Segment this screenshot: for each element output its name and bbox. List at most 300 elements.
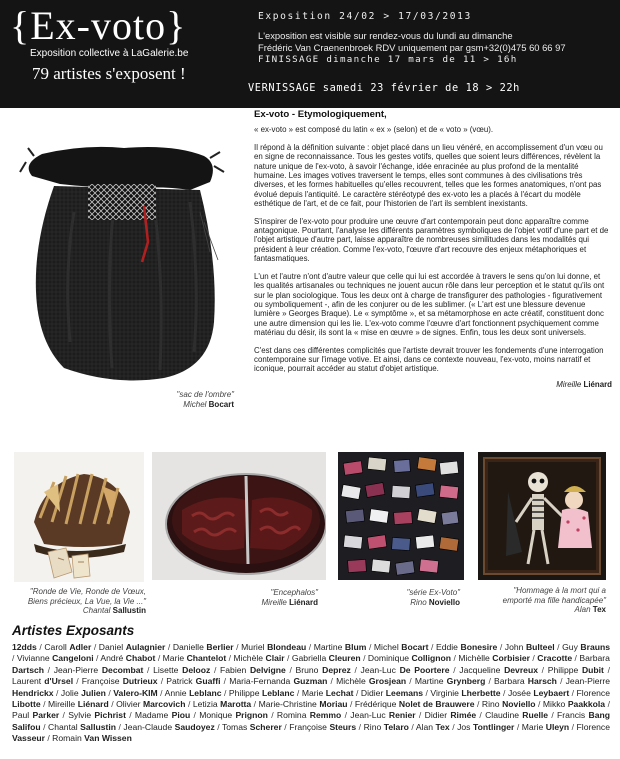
artist-last-name: Delvigne bbox=[249, 664, 286, 675]
artist-first-name: Lisette bbox=[153, 664, 183, 675]
artist-last-name: Decombat bbox=[101, 664, 144, 675]
artist-name bbox=[100, 653, 155, 663]
artist-name bbox=[350, 710, 415, 720]
artist-last-name: Harsch bbox=[527, 676, 557, 687]
artists-list bbox=[12, 642, 610, 745]
separator: / bbox=[157, 676, 167, 687]
artist-first-name: Michèle bbox=[233, 653, 266, 664]
article-paragraph: S'inspirer de l'ex-voto pour produire une œuvre d'art contemporain peut donc apparaître comme antagonique. Pourtant, l'analyse les différents paramètres symboliques de l'objet votif d'une part et de l'objet artistique d'autre part, laisse apparaître de nombreuses similitudes dans les modalités qui président à leur création. Comme l'ex-voto, l'œuvre d'art recouvre des enjeux métaphoriques et fantasmatiques. bbox=[254, 216, 609, 264]
artist-name bbox=[425, 710, 477, 720]
artist-first-name: Jean-Luc bbox=[360, 664, 400, 675]
main-image-caption bbox=[120, 390, 234, 409]
artist-first-name: Maria-Fernanda bbox=[229, 676, 294, 687]
artist-last-name: Rimée bbox=[450, 710, 477, 721]
encephalos-artwork-image bbox=[152, 452, 326, 580]
artist-name bbox=[12, 676, 73, 686]
artist-first-name: Philippe bbox=[228, 687, 262, 698]
artist-last-name: Leblanc bbox=[261, 687, 295, 698]
artist-last-name: Lechat bbox=[325, 687, 354, 698]
exhibition-logo: {Ex-voto} bbox=[10, 3, 187, 48]
artist-first-name: Alan bbox=[415, 721, 436, 732]
artist-name bbox=[364, 722, 409, 732]
signature-last: Liénard bbox=[583, 379, 612, 389]
artist-first-name: John bbox=[504, 642, 526, 652]
artist-name bbox=[173, 642, 234, 652]
separator: / bbox=[73, 676, 82, 687]
artist-first-name: Frédérique bbox=[354, 699, 399, 710]
artist-name bbox=[153, 665, 210, 675]
artist-first-name: Mikko bbox=[542, 699, 568, 710]
artist-name bbox=[229, 676, 327, 686]
artist-first-name: Martine bbox=[313, 642, 345, 652]
artist-name bbox=[508, 688, 569, 698]
separator: / bbox=[569, 687, 577, 698]
artist-last-name: Leblanc bbox=[189, 687, 222, 698]
caption-title: "sac de l'ombre" bbox=[176, 390, 234, 399]
artist-first-name: Monique bbox=[199, 710, 236, 721]
artist-last-name: Cracotte bbox=[537, 653, 573, 664]
artist-last-name: Tontlinger bbox=[472, 721, 515, 732]
artist-first-name: Marie bbox=[521, 721, 546, 732]
artist-first-name: Jos bbox=[457, 721, 473, 732]
visit-info bbox=[258, 30, 566, 53]
artist-first-name: Danielle bbox=[172, 642, 207, 652]
separator: / bbox=[514, 721, 522, 732]
artist-last-name: Valero-KIM bbox=[113, 687, 158, 698]
artist-name bbox=[123, 722, 214, 732]
artist-name bbox=[430, 688, 500, 698]
artist-name bbox=[415, 676, 486, 686]
separator: / bbox=[476, 710, 486, 721]
caption-title-line1: "Encephalos" bbox=[270, 588, 318, 597]
gallery-caption bbox=[202, 588, 318, 607]
separator: / bbox=[185, 699, 193, 710]
artist-first-name: Laurent bbox=[12, 676, 45, 687]
artist-first-name: Romina bbox=[276, 710, 310, 721]
artist-first-name: Muriel bbox=[241, 642, 268, 652]
artist-name bbox=[193, 699, 251, 709]
artist-last-name: Marotta bbox=[220, 699, 252, 710]
artist-last-name: Grosjean bbox=[368, 676, 407, 687]
artist-name bbox=[199, 710, 268, 720]
artist-first-name: Michel bbox=[373, 642, 402, 652]
artist-last-name: 12dds bbox=[12, 642, 37, 652]
artist-first-name: Dominique bbox=[367, 653, 412, 664]
separator: / bbox=[548, 710, 558, 721]
artist-first-name: Jean-Pierre bbox=[53, 664, 102, 675]
artist-first-name: Françoise bbox=[289, 721, 330, 732]
artist-last-name: Collignon bbox=[411, 653, 452, 664]
artist-last-name: Noviello bbox=[502, 699, 536, 710]
separator: / bbox=[59, 710, 69, 721]
caption-artist-last: Liénard bbox=[289, 597, 318, 607]
artist-name bbox=[458, 653, 530, 663]
artist-last-name: Remmo bbox=[309, 710, 342, 721]
artist-last-name: De Poortere bbox=[399, 664, 450, 675]
separator: / bbox=[233, 642, 242, 652]
artist-first-name: Jean-Luc bbox=[350, 710, 389, 721]
artist-name bbox=[135, 710, 190, 720]
artist-name bbox=[361, 665, 450, 675]
article-paragraph: L'un et l'autre n'ont d'autre valeur que celle qui lui est accordée à travers le sens qu'on lui donne, et les qualités artisanales ou techniques ne jouent aucun rôle dans leur perception et le statut qu'ils ont sur le plan sociologique. Tous les deux ont à charge de transfigurer des pathologies - figurativement ou symboliquement -, afin de les conjurer ou de les sublimer. (« L'art est une blessure devenue lumière » Georges Braque). Le « symptôme », et sa métamorphose en acte créatif, constituent donc une autre dimension qui les lie. L'ex-voto comme l'œuvre d'art fonctionnent psychiquement comme matériau du désir, ils sont la « mise en œuvre » de signes. Enfin, tous les deux sont universels. bbox=[254, 271, 605, 338]
artist-first-name: Françoise bbox=[81, 676, 123, 687]
separator: / bbox=[415, 710, 425, 721]
artist-last-name: Bang Salifou bbox=[12, 710, 610, 732]
exhibition-title: Ex-voto bbox=[30, 3, 167, 48]
artist-last-name: Leemans bbox=[385, 687, 424, 698]
artist-first-name: Fabien bbox=[220, 664, 250, 675]
artist-last-name: Grynberg bbox=[446, 676, 486, 687]
caption-artist-last: Tex bbox=[592, 605, 606, 614]
caption-title-line1: "Ronde de Vie, Ronde de Vœux, bbox=[29, 587, 146, 596]
artist-last-name: Delooz bbox=[182, 664, 211, 675]
separator: / bbox=[569, 721, 577, 732]
article-paragraph: C'est dans ces différentes complicités que l'artiste devrait trouver les fondements d'une interrogation contemporaine sur l'image votive. Et ainsi, dans ce contexte nouveau, l'ex-voto, moins narratif et iconique, pourrait accéder au statut d'objet artistique. bbox=[254, 345, 604, 374]
article-paragraph: « ex-voto » est composé du latin « ex » (selon) et de « voto » (vœu). bbox=[254, 125, 494, 135]
caption-artist-last: Bocart bbox=[208, 399, 234, 409]
hommage-artwork-image bbox=[478, 452, 606, 580]
artist-last-name: Lherbette bbox=[461, 687, 501, 698]
separator: / bbox=[556, 676, 566, 687]
caption-title-line1: "série Ex-Voto" bbox=[406, 588, 460, 597]
separator: / bbox=[451, 653, 459, 664]
artist-last-name: Blum bbox=[344, 642, 367, 652]
separator: / bbox=[220, 676, 230, 687]
separator: / bbox=[360, 653, 368, 664]
separator: / bbox=[353, 687, 361, 698]
artist-last-name: Libotte bbox=[12, 699, 41, 710]
separator: / bbox=[356, 721, 364, 732]
gallery-caption bbox=[14, 587, 146, 616]
separator: / bbox=[428, 642, 436, 652]
artist-name bbox=[302, 688, 354, 698]
separator: / bbox=[285, 664, 296, 675]
artist-last-name: Bonesire bbox=[460, 642, 498, 652]
artist-first-name: Annie bbox=[164, 687, 190, 698]
artist-name bbox=[12, 710, 59, 720]
ronde-de-vie-artwork-image bbox=[14, 452, 144, 582]
artist-name bbox=[505, 642, 555, 652]
artist-name bbox=[355, 699, 475, 709]
separator: / bbox=[12, 653, 17, 664]
artist-last-name: Pichrist bbox=[94, 710, 126, 721]
article bbox=[254, 110, 612, 389]
artist-name bbox=[537, 653, 572, 663]
artist-first-name: Michèlle bbox=[458, 653, 493, 664]
artist-last-name: Prignon bbox=[235, 710, 268, 721]
caption-title-line2: emporté ma fille handicapée" bbox=[502, 595, 606, 605]
artist-name bbox=[259, 699, 348, 709]
artist-name bbox=[494, 676, 557, 686]
artist-last-name: Telaro bbox=[383, 721, 409, 732]
artist-count: 79 artistes s'exposent ! bbox=[32, 64, 186, 83]
artist-first-name: Gabriella bbox=[291, 653, 329, 664]
artist-last-name: Adler bbox=[69, 642, 92, 652]
artist-last-name: Clair bbox=[265, 653, 285, 664]
article-paragraph: Il répond à la définition suivante : objet placé dans un lieu vénéré, en accomplissement d'un vœu ou en signe de reconnaissance. Tous les gestes votifs, quelles que soient leurs différences, révèlent la nature unique de l'ex-voto, à savoir l'échange, idée enracinée au plus profond de la mentalité humaine. Les images votives traversent le temps, elles sont communes à des civilisations très diverses, et les formes habituelles qu'elles recouvrent, telles que les formes anatomiques, n'ont pas évolué depuis l'antiquité. Le caractère stéréotypé des ex-voto les a placés à l'écart du modèle esthétique de l'art, et de ce fait, pour l'historien de l'art ils semblent inexistants. bbox=[254, 142, 603, 209]
separator: / bbox=[157, 687, 165, 698]
artist-name bbox=[241, 642, 306, 652]
separator: / bbox=[347, 699, 355, 710]
artist-first-name: Rino bbox=[363, 721, 384, 732]
separator: / bbox=[485, 676, 495, 687]
exhibition-subtitle: Exposition collective à LaGalerie.be bbox=[30, 48, 189, 59]
separator: / bbox=[603, 664, 610, 675]
artist-first-name: Barbara bbox=[494, 676, 528, 687]
separator: / bbox=[36, 642, 45, 652]
artist-last-name: Van Wissen bbox=[84, 733, 132, 744]
separator: / bbox=[500, 687, 508, 698]
artist-name bbox=[233, 653, 284, 663]
artist-first-name: Michèle bbox=[336, 676, 369, 687]
caption-title-line1: "Hommage à la mort qui a bbox=[513, 586, 606, 595]
artist-first-name: Rino bbox=[481, 699, 503, 710]
artist-name bbox=[485, 710, 548, 720]
separator: / bbox=[40, 699, 48, 710]
artist-last-name: Aulagnier bbox=[125, 642, 166, 652]
artist-name bbox=[229, 688, 295, 698]
artist-last-name: Scherer bbox=[249, 721, 282, 732]
artist-first-name: Claudine bbox=[485, 710, 523, 721]
separator: / bbox=[572, 653, 580, 664]
separator: / bbox=[221, 687, 229, 698]
artist-first-name: Didier bbox=[360, 687, 386, 698]
separator: / bbox=[474, 699, 482, 710]
separator: / bbox=[165, 642, 173, 652]
artist-first-name: Florence bbox=[576, 687, 610, 698]
exhibition-dates: Exposition 24/02 > 17/03/2013 bbox=[258, 11, 472, 22]
artists-heading: Artistes Exposants bbox=[12, 623, 135, 638]
artist-last-name: Ruelle bbox=[522, 710, 549, 721]
artist-name bbox=[482, 699, 536, 709]
separator: / bbox=[267, 710, 277, 721]
artist-name bbox=[54, 665, 144, 675]
artist-first-name: Jean-Claude bbox=[123, 721, 175, 732]
signature-first: Mireille bbox=[556, 379, 582, 389]
artist-last-name: Cleuren bbox=[328, 653, 361, 664]
separator: / bbox=[44, 664, 54, 675]
separator: / bbox=[449, 664, 460, 675]
artist-name bbox=[113, 688, 157, 698]
artist-name bbox=[368, 653, 451, 663]
separator: / bbox=[190, 710, 200, 721]
caption-artist-first: Mireille bbox=[261, 597, 287, 607]
separator: / bbox=[423, 687, 431, 698]
separator: / bbox=[530, 653, 538, 664]
separator: / bbox=[605, 699, 610, 710]
artist-name bbox=[459, 665, 538, 675]
vernissage-info: VERNISSAGE samedi 23 février de 18 > 22h bbox=[248, 82, 520, 94]
artist-name bbox=[562, 642, 610, 652]
artist-first-name: Francis bbox=[557, 710, 589, 721]
separator: / bbox=[53, 687, 61, 698]
artist-first-name: Vivianne bbox=[16, 653, 53, 664]
artist-first-name: Jean-Pierre bbox=[565, 676, 611, 687]
artist-last-name: Sallustin bbox=[80, 721, 116, 732]
artist-first-name: André bbox=[100, 653, 126, 664]
artist-name bbox=[116, 699, 185, 709]
artist-last-name: Blondeau bbox=[267, 642, 307, 652]
artist-name bbox=[314, 642, 367, 652]
gallery-caption bbox=[476, 586, 606, 615]
artist-last-name: Leybaert bbox=[533, 687, 570, 698]
artist-first-name: Sylvie bbox=[68, 710, 95, 721]
separator: / bbox=[93, 653, 101, 664]
separator: / bbox=[116, 721, 124, 732]
artist-last-name: Guzman bbox=[293, 676, 328, 687]
separator: / bbox=[449, 721, 458, 732]
artist-name bbox=[292, 653, 361, 663]
bag-artwork-image bbox=[14, 142, 232, 384]
separator: / bbox=[40, 721, 49, 732]
artist-last-name: Julien bbox=[81, 687, 106, 698]
artist-last-name: Marcovich bbox=[142, 699, 186, 710]
artist-last-name: Piou bbox=[171, 710, 191, 721]
artist-first-name: Martine bbox=[414, 676, 447, 687]
artist-last-name: Saudoyez bbox=[174, 721, 215, 732]
artist-last-name: Brauns bbox=[580, 642, 611, 652]
header-banner bbox=[0, 0, 620, 108]
separator: / bbox=[251, 699, 259, 710]
separator: / bbox=[537, 664, 548, 675]
artist-name bbox=[222, 722, 282, 732]
caption-artist-first: Alan bbox=[574, 605, 591, 614]
artist-last-name: Nolet de Brauwere bbox=[398, 699, 475, 710]
artist-last-name: Devreux bbox=[504, 664, 538, 675]
artist-name bbox=[61, 688, 106, 698]
artist-first-name: Florence bbox=[576, 721, 610, 732]
artist-name bbox=[336, 676, 406, 686]
artist-last-name: Chantelot bbox=[186, 653, 227, 664]
separator: / bbox=[105, 687, 114, 698]
artist-name bbox=[48, 699, 109, 709]
separator: / bbox=[91, 642, 99, 652]
artist-last-name: Parker bbox=[32, 710, 60, 721]
artist-first-name: Virginie bbox=[430, 687, 462, 698]
artist-name bbox=[361, 688, 423, 698]
artist-name bbox=[99, 642, 166, 652]
separator: / bbox=[294, 687, 302, 698]
separator: / bbox=[408, 721, 416, 732]
artist-last-name: Moriau bbox=[319, 699, 348, 710]
artist-last-name: Deprez bbox=[322, 664, 351, 675]
separator: / bbox=[284, 653, 292, 664]
artist-name bbox=[166, 676, 220, 686]
artist-last-name: d'Ursel bbox=[44, 676, 74, 687]
separator: / bbox=[143, 664, 154, 675]
artist-last-name: Berlier bbox=[206, 642, 234, 652]
artist-last-name: Dartsch bbox=[12, 664, 44, 675]
artist-first-name: Marie bbox=[162, 653, 187, 664]
artist-name bbox=[522, 722, 569, 732]
artist-first-name: Jolie bbox=[60, 687, 82, 698]
artist-first-name: Marie bbox=[301, 687, 326, 698]
artist-name bbox=[163, 653, 227, 663]
artist-first-name: Philippe bbox=[547, 664, 582, 675]
artist-first-name: Caroll bbox=[44, 642, 70, 652]
artist-first-name: Patrick bbox=[166, 676, 196, 687]
artist-last-name: Bocart bbox=[401, 642, 429, 652]
artist-first-name: Mireille bbox=[48, 699, 78, 710]
artist-first-name: Didier bbox=[424, 710, 451, 721]
separator: / bbox=[366, 642, 374, 652]
artist-first-name: Paul bbox=[12, 710, 33, 721]
artist-name bbox=[220, 665, 286, 675]
artist-name bbox=[289, 722, 356, 732]
artist-name bbox=[436, 642, 497, 652]
artist-name bbox=[12, 642, 37, 652]
separator: / bbox=[155, 653, 163, 664]
caption-artist-first: Chantal bbox=[82, 606, 111, 615]
artist-last-name: Guaffi bbox=[195, 676, 221, 687]
artist-last-name: Dutrieux bbox=[122, 676, 158, 687]
serie-ex-voto-artwork-image bbox=[338, 452, 464, 580]
separator: / bbox=[497, 642, 505, 652]
artist-name bbox=[457, 722, 514, 732]
artist-last-name: Corbisier bbox=[492, 653, 530, 664]
visit-info-line2: Frédéric Van Craenenbroek RDV uniquement par gsm+32(0)475 60 66 97 bbox=[258, 41, 566, 53]
caption-artist-last: Sallustin bbox=[112, 606, 146, 615]
article-heading: Ex-voto - Etymologiquement, bbox=[254, 109, 387, 120]
artist-first-name: Chantal bbox=[48, 721, 81, 732]
separator: / bbox=[210, 664, 221, 675]
artist-name bbox=[68, 710, 126, 720]
separator: / bbox=[406, 676, 415, 687]
artist-name bbox=[48, 722, 116, 732]
visit-info-line1: L'exposition est visible sur rendez-vous du lundi au dimanche bbox=[258, 30, 513, 41]
artist-first-name: Romain bbox=[52, 733, 85, 744]
artist-name bbox=[543, 699, 605, 709]
artist-first-name: Eddie bbox=[435, 642, 461, 652]
gallery-caption bbox=[370, 588, 460, 607]
artist-first-name: Olivier bbox=[116, 699, 143, 710]
separator: / bbox=[108, 699, 117, 710]
separator: / bbox=[306, 642, 314, 652]
separator: / bbox=[226, 653, 234, 664]
artist-name bbox=[165, 688, 222, 698]
artist-last-name: Dubit bbox=[581, 664, 604, 675]
artist-first-name: Josée bbox=[507, 687, 534, 698]
artist-last-name: Renier bbox=[388, 710, 416, 721]
artist-name bbox=[52, 733, 132, 743]
artist-first-name: Daniel bbox=[98, 642, 126, 652]
artist-first-name: Marie-Christine bbox=[258, 699, 320, 710]
caption-title-line2: Biens précieux, La Vue, la Vie ..." bbox=[27, 596, 146, 606]
finissage-info: FINISSAGE dimanche 17 mars de 11 > 16h bbox=[258, 54, 518, 65]
separator: / bbox=[125, 710, 135, 721]
separator: / bbox=[214, 721, 222, 732]
caption-artist-first: Rino bbox=[410, 597, 427, 607]
artist-first-name: Tomas bbox=[221, 721, 250, 732]
artist-first-name: Jacqueline bbox=[459, 664, 505, 675]
artist-first-name: Bruno bbox=[295, 664, 323, 675]
artist-last-name: Tex bbox=[435, 721, 450, 732]
artist-last-name: Bulteel bbox=[525, 642, 555, 652]
artist-name bbox=[416, 722, 450, 732]
separator: / bbox=[350, 664, 361, 675]
artist-last-name: Uleyn bbox=[545, 721, 570, 732]
artist-last-name: Cangeloni bbox=[52, 653, 94, 664]
artist-first-name: Barbara bbox=[579, 653, 610, 664]
artist-name bbox=[277, 710, 341, 720]
separator: / bbox=[44, 733, 53, 744]
artist-first-name: Guy bbox=[562, 642, 581, 652]
artist-last-name: Paakkola bbox=[567, 699, 606, 710]
artist-first-name: Madame bbox=[134, 710, 172, 721]
artist-first-name: Letizia bbox=[192, 699, 221, 710]
artist-last-name: Liénard bbox=[77, 699, 109, 710]
caption-artist-last: Noviello bbox=[428, 597, 460, 607]
